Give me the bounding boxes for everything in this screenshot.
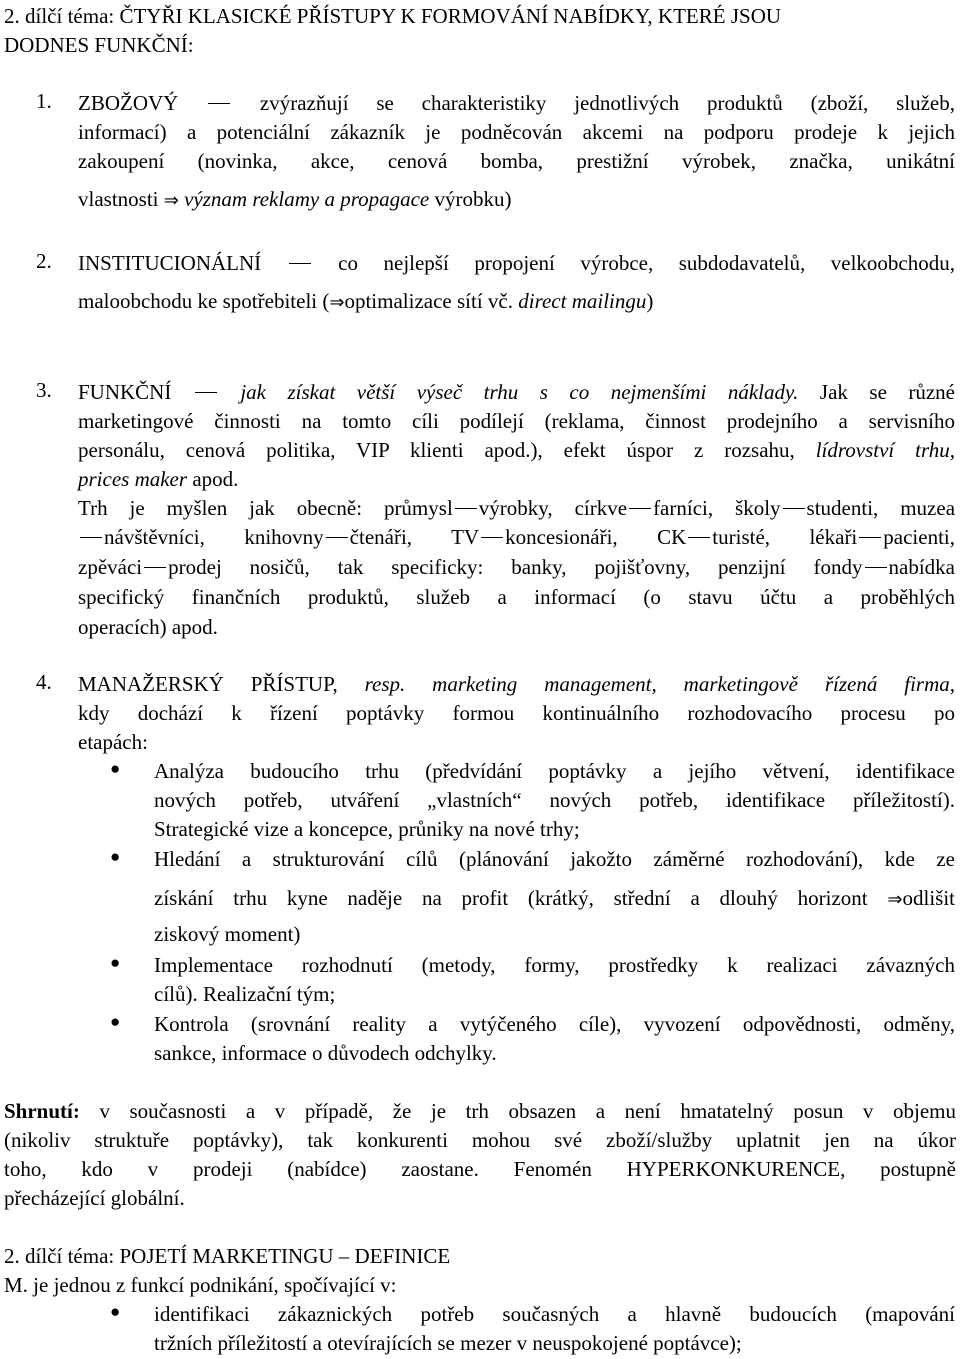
implies-arrow-icon: ⇒ [887, 889, 903, 910]
section-2-bullet-line1: identifikaci zákaznických potřeb současných a hlavně budoucích (mapování [154, 1302, 955, 1326]
approach-4-line2: kdy dochází k řízení poptávky formou kontinuálního rozhodovacího procesu po [78, 701, 955, 725]
section-heading-2: 2. dílčí téma: POJETÍ MARKETINGU – DEFINICE [4, 1244, 451, 1268]
dash-icon [865, 567, 887, 568]
bullet-icon: ● [110, 759, 121, 778]
approach-1-number: 1. [36, 89, 52, 113]
approach-3-line1: FUNKČNÍ jak získat větší výseč trhu s co nejmenšími náklady. Jak se různé [78, 380, 956, 404]
bullet-2-line2: získání trhu kyne naděje na profit (krátký, střední a dlouhý horizont ⇒odlišit [154, 886, 956, 910]
market-para-line3: zpěváci prodej nosičů, tak specificky: banky, pojišťovny, penzijní fondy nabídka [78, 555, 955, 579]
dash-icon [80, 537, 102, 538]
bullet-2-line3: ziskový moment) [154, 922, 301, 946]
approach-1-line3: zakoupení (novinka, akce, cenová bomba, prestižní výrobek, značka, unikátní [78, 149, 955, 173]
approach-2-number: 2. [36, 249, 52, 273]
approach-1-title: ZBOŽOVÝ [78, 91, 179, 115]
approach-3-number: 3. [36, 378, 52, 402]
bullet-3-line1: Implementace rozhodnutí (metody, formy, prostředky k realizaci závazných [154, 953, 955, 977]
market-para-line1: Trh je myšlen jak obecně: průmysl výrobky, církve farníci, školy studenti, muzea [78, 496, 956, 520]
bullet-icon: ● [110, 953, 121, 972]
dash-icon [859, 537, 881, 538]
market-para-line5: operacích) apod. [78, 615, 218, 639]
section-2-bullet-line2: tržních příležitostí a otevírajících se mezer v neuspokojené poptávce); [154, 1331, 742, 1355]
dash-icon [195, 392, 217, 393]
approach-1-line4: vlastnosti ⇒ význam reklamy a propagace výrobku) [78, 187, 512, 211]
summary-line4: přecházející globální. [4, 1186, 185, 1210]
summary-line2: (nikoliv struktuře poptávky), tak konkurenti mohou své zboží/služby uplatnit jen na úkor [4, 1128, 956, 1152]
approach-1-line1: ZBOŽOVÝ zvýrazňují se charakteristiky jednotlivých produktů (zboží, služeb, [78, 91, 956, 115]
approach-4-title: MANAŽERSKÝ PŘÍSTUP, [78, 672, 338, 696]
approach-4-line1: MANAŽERSKÝ PŘÍSTUP, resp. marketing management, marketingově řízená firma, [78, 672, 956, 696]
approach-3-line4: prices maker apod. [78, 467, 239, 491]
approach-2-line2: maloobchodu ke spotřebiteli (⇒optimalizace sítí vč. direct mailingu) [78, 289, 654, 313]
bullet-icon: ● [110, 847, 121, 866]
approach-4-line3: etapách: [78, 730, 148, 754]
dash-icon [481, 537, 503, 538]
section-heading-1-line1: 2. dílčí téma: ČTYŘI KLASICKÉ PŘÍSTUPY K FORMOVÁNÍ NABÍDKY, KTERÉ JSOU [4, 4, 782, 28]
approach-3-title: FUNKČNÍ [78, 380, 172, 404]
bullet-icon: ● [110, 1302, 121, 1321]
dash-icon [688, 537, 710, 538]
approach-2-line1: INSTITUCIONÁLNÍ co nejlepší propojení výrobce, subdodavatelů, velkoobchodu, [78, 251, 956, 275]
dash-icon [783, 508, 805, 509]
dash-icon [289, 263, 311, 264]
market-para-line2: návštěvníci, knihovny čtenáři, TV koncesionáři, CK turisté, lékaři pacienti, [78, 523, 955, 552]
dash-icon [326, 537, 348, 538]
dash-icon [144, 567, 166, 568]
approach-4-number: 4. [36, 670, 52, 694]
bullet-3-line2: cílů). Realizační tým; [154, 982, 336, 1006]
implies-arrow-icon: ⇒ [329, 292, 345, 313]
dash-icon [455, 508, 477, 509]
market-para-line4: specifický finančních produktů, služeb a informací (o stavu účtu a proběhlých [78, 585, 955, 609]
summary-label: Shrnutí: [4, 1099, 80, 1123]
summary-line3: toho, kdo v prodeji (nabídce) zaostane. Fenomén HYPERKONKURENCE, postupně [4, 1157, 956, 1181]
approach-1-line2: informací) a potenciální zákazník je podněcován akcemi na podporu prodeje k jejich [78, 120, 955, 144]
bullet-2-line1: Hledání a strukturování cílů (plánování jakožto záměrné rozhodování), kde ze [154, 847, 955, 871]
bullet-1-line3: Strategické vize a koncepce, průniky na nové trhy; [154, 817, 580, 841]
bullet-1-line1: Analýza budoucího trhu (předvídání poptávky a jejího větvení, identifikace [154, 759, 955, 783]
dash-icon [208, 103, 230, 104]
dash-icon [629, 508, 651, 509]
bullet-4-line1: Kontrola (srovnání reality a vytýčeného cíle), vyvození odpovědnosti, odměny, [154, 1012, 955, 1036]
summary-line1: Shrnutí: v současnosti a v případě, že je trh obsazen a není hmatatelný posun v objemu [4, 1099, 956, 1123]
bullet-icon: ● [110, 1012, 121, 1031]
implies-arrow-icon: ⇒ [163, 190, 179, 211]
bullet-1-line2: nových potřeb, utváření „vlastních“ nových potřeb, identifikace příležitostí). [154, 788, 955, 812]
approach-2-title: INSTITUCIONÁLNÍ [78, 251, 262, 275]
approach-3-line2: marketingové činnosti na tomto cíli podílejí (reklama, činnost prodejního a servisního [78, 409, 955, 433]
approach-3-line3: personálu, cenová politika, VIP klienti apod.), efekt úspor z rozsahu, lídrovství trhu, [78, 438, 955, 462]
section-heading-1-line2: DODNES FUNKČNÍ: [4, 33, 194, 57]
bullet-4-line2: sankce, informace o důvodech odchylky. [154, 1041, 497, 1065]
section-2-intro: M. je jednou z funkcí podnikání, spočívající v: [4, 1273, 397, 1297]
